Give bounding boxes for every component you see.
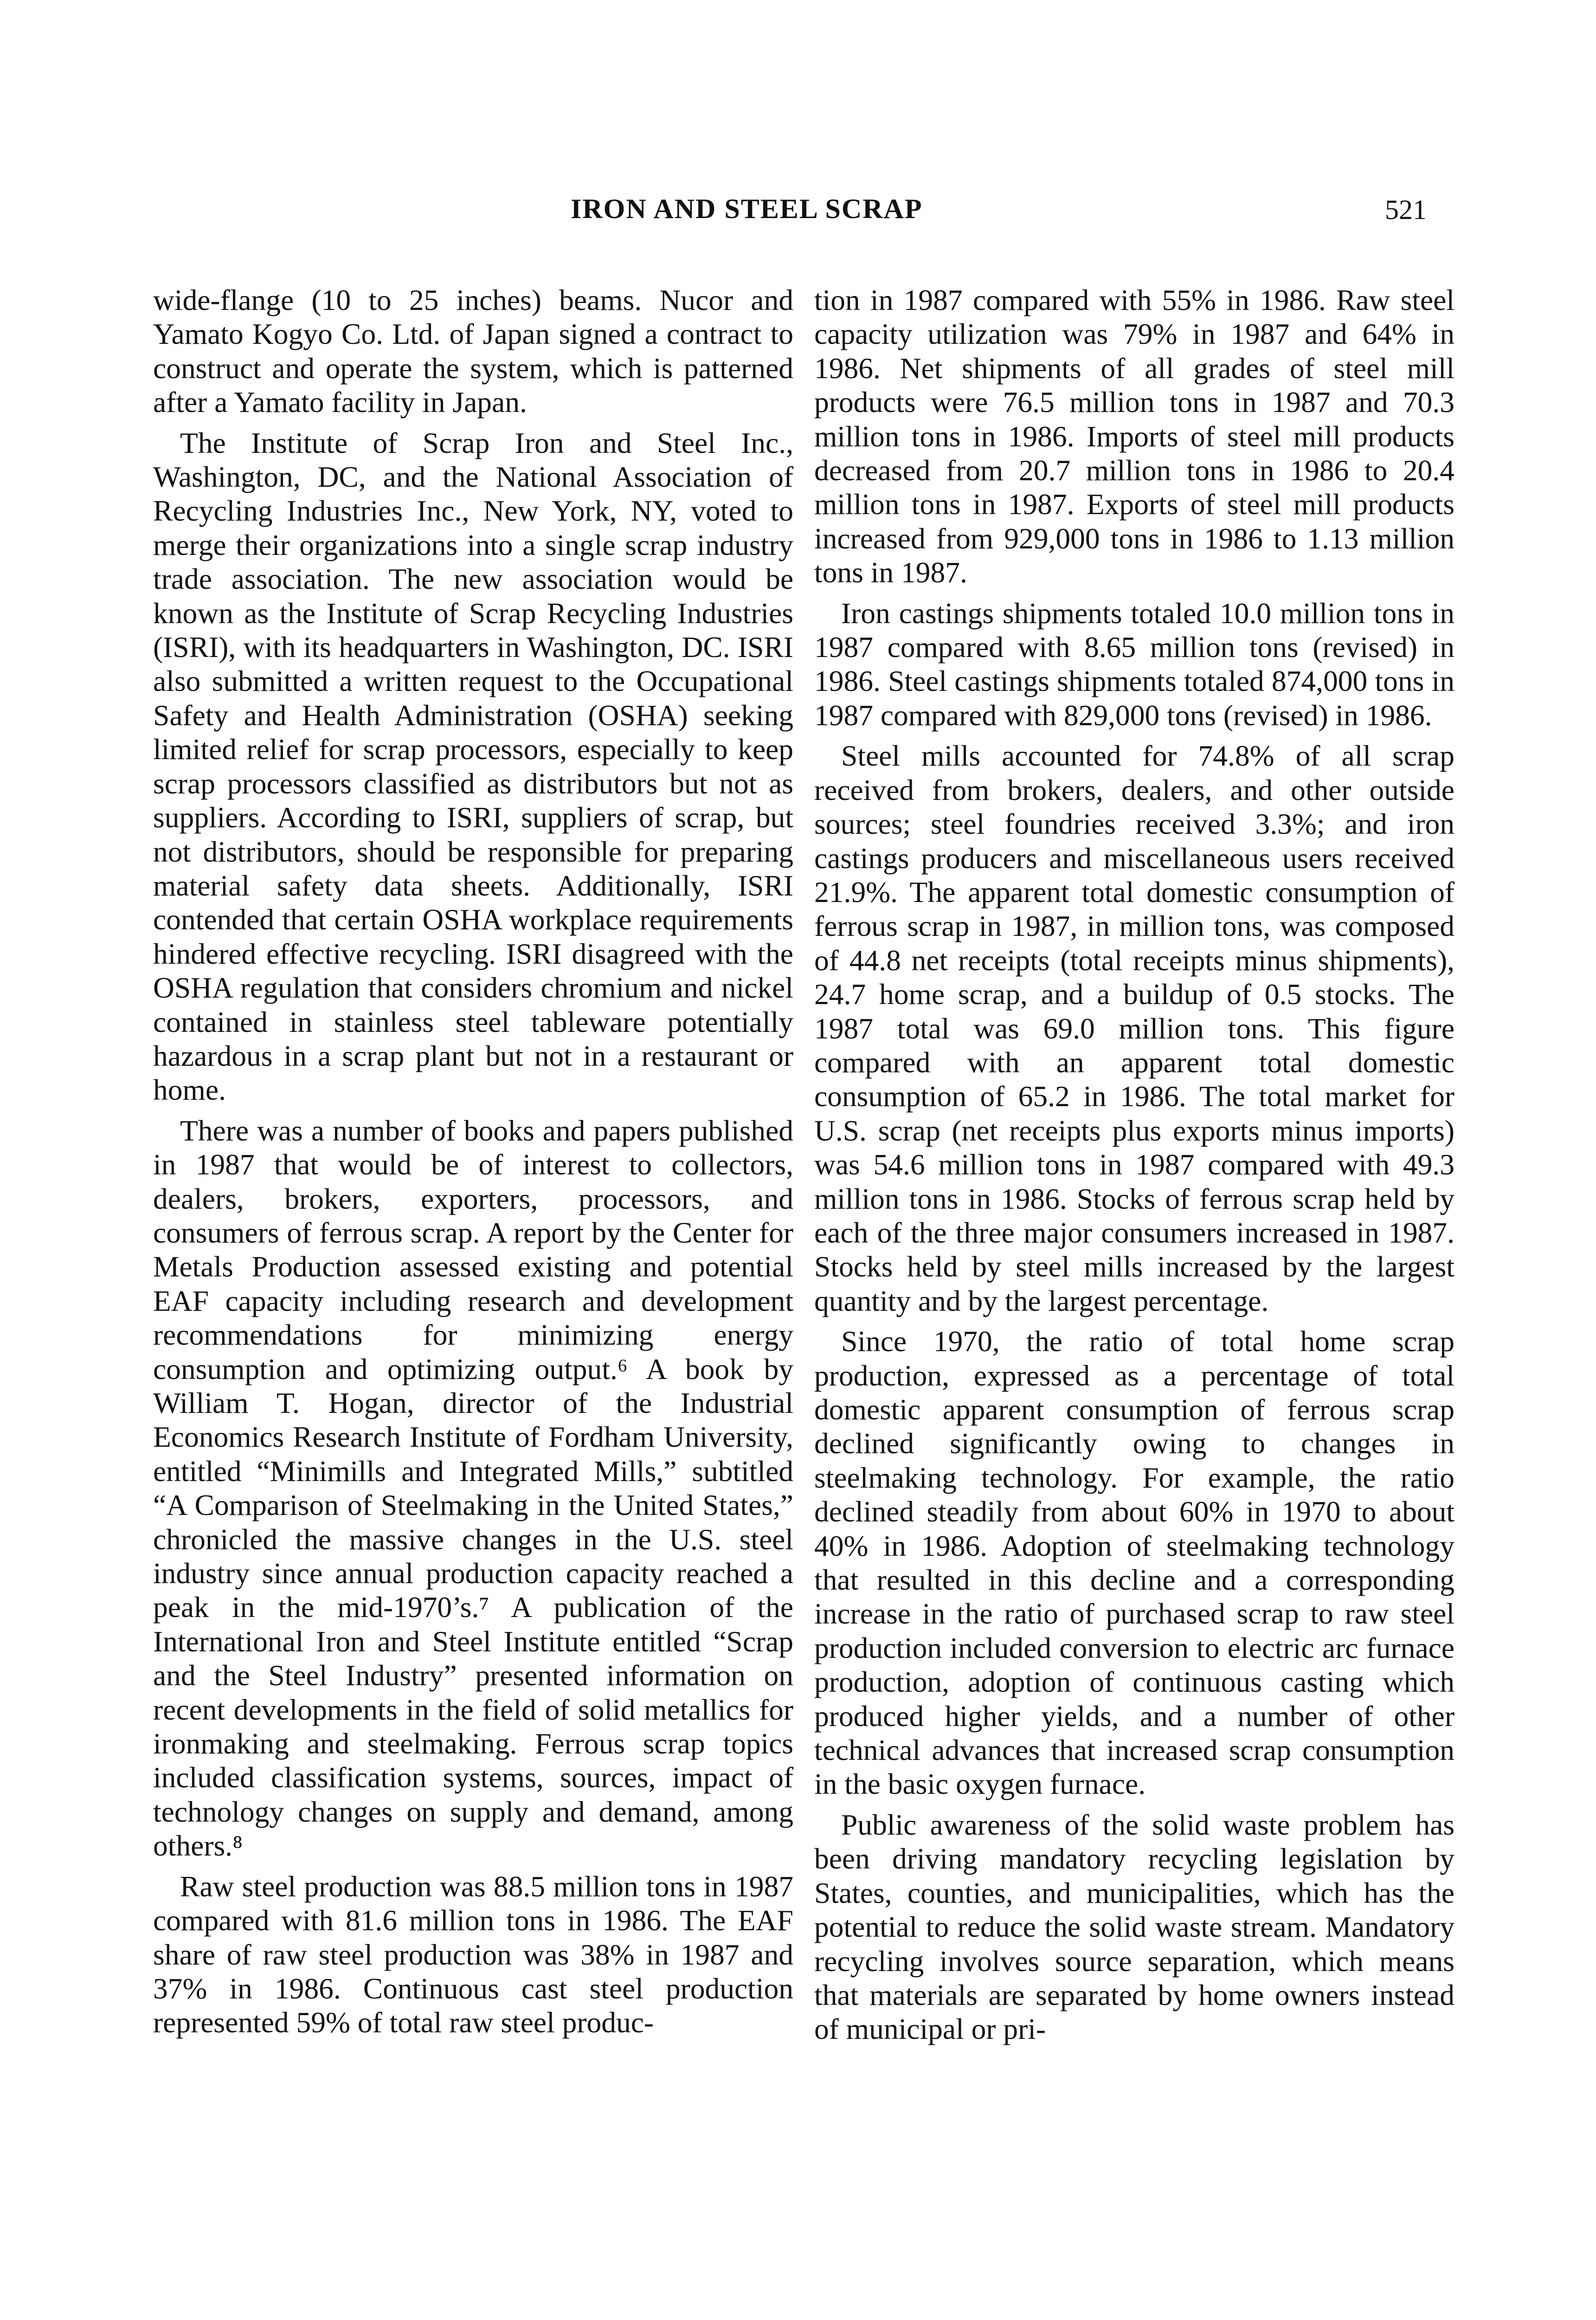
paragraph: Raw steel production was 88.5 million tons in 1987 compared with 81.6 million tons in 1986. The EAF share of raw steel production was 38% in 1987 and 37% in 1986. Continuous cast steel production represented 59% of total raw steel produc- [153, 1869, 793, 2039]
paragraph: The Institute of Scrap Iron and Steel Inc., Washington, DC, and the National Association of Recycling Industries Inc., New York, NY, voted to merge their organizations into a single scrap industry trade association. The new association would be known as the Institute of Scrap Recycling Industries (ISRI), with its headquarters in Washington, DC. ISRI also submitted a written request to the Occupational Safety and Health Administration (OSHA) seeking limited relief for scrap processors, especially to keep scrap processors classified as distributors but not as suppliers. According to ISRI, suppliers of scrap, but not distributors, should be responsible for preparing material safety data sheets. Additionally, ISRI contended that certain OSHA workplace requirements hindered effective recycling. ISRI disagreed with the OSHA regulation that considers chromium and nickel contained in stainless steel tableware potentially hazardous in a scrap plant but not in a restaurant or home. [153, 426, 793, 1107]
paragraph: There was a number of books and papers published in 1987 that would be of interest to collectors, dealers, brokers, exporters, processors, and consumers of ferrous scrap. A report by the Center for Metals Production assessed existing and potential EAF capacity including research and development recommendations for minimizing energy consumption and optimizing output.⁶ A book by William T. Hogan, director of the Industrial Economics Research Institute of Fordham University, entitled “Minimills and Integrated Mills,” subtitled “A Comparison of Steelmaking in the United States,” chronicled the massive changes in the U.S. steel industry since annual production capacity reached a peak in the mid-1970’s.⁷ A publication of the International Iron and Steel Institute entitled “Scrap and the Steel Industry” presented information on recent developments in the field of solid metallics for ironmaking and steelmaking. Ferrous scrap topics included classification systems, sources, impact of technology changes on supply and demand, among others.⁸ [153, 1114, 793, 1862]
paragraph: Iron castings shipments totaled 10.0 million tons in 1987 compared with 8.65 million tons (revised) in 1986. Steel castings shipments totaled 874,000 tons in 1987 compared with 829,000 tons (revised) in 1986. [814, 596, 1454, 732]
left-column [153, 283, 793, 2040]
paragraph: Public awareness of the solid waste problem has been driving mandatory recycling legislation by States, counties, and municipalities, which has the potential to reduce the solid waste stream. Mandatory recycling involves source separation, which means that materials are separated by home owners instead of municipal or pri- [814, 1808, 1454, 2046]
right-column [814, 283, 1454, 2046]
paragraph: Steel mills accounted for 74.8% of all scrap received from brokers, dealers, and other outside sources; steel foundries received 3.3%; and iron castings producers and miscellaneous users received 21.9%. The apparent total domestic consumption of ferrous scrap in 1987, in million tons, was composed of 44.8 net receipts (total receipts minus shipments), 24.7 home scrap, and a buildup of 0.5 stocks. The 1987 total was 69.0 million tons. This figure compared with an apparent total domestic consumption of 65.2 in 1986. The total market for U.S. scrap (net receipts plus exports minus imports) was 54.6 million tons in 1987 compared with 49.3 million tons in 1986. Stocks of ferrous scrap held by each of the three major consumers increased in 1987. Stocks held by steel mills increased by the largest quantity and by the largest percentage. [814, 739, 1454, 1317]
paragraph: tion in 1987 compared with 55% in 1986. Raw steel capacity utilization was 79% in 1987 and 64% in 1986. Net shipments of all grades of steel mill products were 76.5 million tons in 1987 and 70.3 million tons in 1986. Imports of steel mill products decreased from 20.7 million tons in 1986 to 20.4 million tons in 1987. Exports of steel mill products increased from 929,000 tons in 1986 to 1.13 million tons in 1987. [814, 284, 1454, 589]
page-number: 521 [1385, 194, 1427, 225]
paragraph: Since 1970, the ratio of total home scrap production, expressed as a percentage of total domestic apparent consumption of ferrous scrap declined significantly owing to changes in steelmaking technology. For example, the ratio declined steadily from about 60% in 1970 to about 40% in 1986. Adoption of steelmaking technology that resulted in this decline and a corresponding increase in the ratio of purchased scrap to raw steel production included conversion to electric arc furnace production, adoption of continuous casting which produced higher yields, and a number of other technical advances that increased scrap consumption in the basic oxygen furnace. [814, 1325, 1454, 1801]
paragraph: wide-flange (10 to 25 inches) beams. Nucor and Yamato Kogyo Co. Ltd. of Japan signed a contract to construct and operate the system, which is patterned after a Yamato facility in Japan. [153, 284, 793, 419]
page-title: IRON AND STEEL SCRAP [571, 193, 923, 224]
